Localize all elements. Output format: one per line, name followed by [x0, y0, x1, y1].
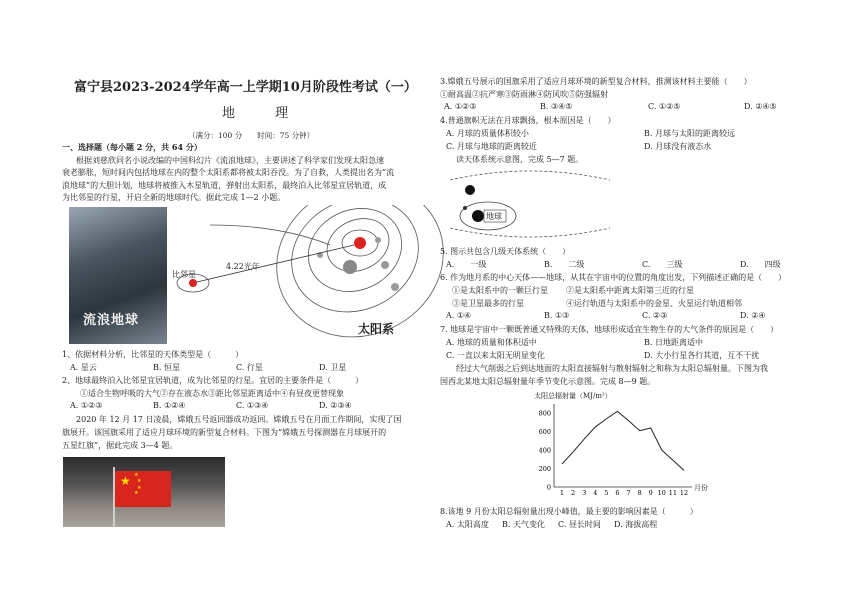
y-tick-label: 400 — [538, 446, 551, 455]
q4-stem: 4.普通旗帜无法在月球飘扬，根本原因是（ ） — [440, 116, 616, 125]
x-tick-label: 5 — [604, 489, 609, 497]
q7-option-a[interactable]: A. 地球的质量和体积适中 — [446, 338, 537, 347]
q5-option-a[interactable]: A. 一级 — [446, 260, 487, 269]
q7-option-c[interactable]: C. 一直以来太阳无明显变化 — [446, 351, 545, 360]
q6-item: ①是太阳系中的一颗巨行星 — [452, 286, 548, 295]
subject-title: 地 理 — [222, 106, 307, 121]
q7-option-d[interactable]: D. 大小行星各行其道，互不干扰 — [644, 351, 760, 360]
q2-option-d[interactable]: D. ②③④ — [319, 401, 352, 410]
solar-system-label: 太阳系 — [358, 322, 395, 336]
q6-item: ③是卫星最多的行星 — [452, 299, 524, 308]
celestial-system-diagram — [440, 166, 616, 238]
q4-option-c[interactable]: C. 月球与地球的距离较近 — [446, 142, 537, 151]
q6-item: ②是太阳系中距离太阳第三近的行星 — [566, 286, 694, 295]
intro-line: 根据刘慈欣同名小说改编的中国科幻片《流浪地球》，主要讲述了科学家们发现太阳急速 — [76, 156, 384, 165]
q6-option-a[interactable]: A. ①④ — [446, 311, 472, 320]
earth-label: 地球 — [486, 212, 502, 221]
q1-option-c[interactable]: C. 行星 — [236, 363, 263, 372]
x-tick-label: 7 — [626, 489, 631, 497]
q7-option-b[interactable]: B. 日地距离适中 — [644, 338, 703, 347]
q8-stem: 8.该地 9 月份太阳总辐射量出现小峰值，最主要的影响因素是（ ） — [440, 507, 698, 516]
x-tick-label: 10 — [657, 489, 666, 497]
q2-option-b[interactable]: B. ①②④ — [153, 401, 186, 410]
q2-line2: ①适合生物呼吸的大气②存在液态水③距比邻星距离适中④有昼夜更替现象 — [80, 389, 344, 398]
lunar-flag-photo — [63, 457, 225, 527]
chart-xlabel: 月份 — [694, 484, 708, 492]
q8-option-d[interactable]: D. 海拔高程 — [614, 520, 658, 529]
y-tick-label: 0 — [546, 483, 551, 492]
distance-label: 4.22光年 — [226, 262, 260, 271]
intro-line: 衰老膨胀，短时间内包括地球在内的整个太阳系都将被太阳吞没。为了自救，人类提出名为“流 — [62, 168, 395, 177]
q1-stem: 1、依据材料分析，比邻星的天体类型是（ ） — [62, 350, 244, 359]
q6-option-d[interactable]: D. ②④ — [740, 311, 766, 320]
q5-stem: 5. 图示共包含几级天体系统（ ） — [440, 247, 571, 256]
q3-option-a[interactable]: A. ①②③ — [444, 102, 477, 111]
material3: 读天体系统示意图，完成 5—7 题。 — [456, 155, 584, 164]
x-tick-label: 3 — [582, 489, 587, 497]
x-tick-label: 2 — [571, 489, 576, 497]
x-tick-label: 6 — [615, 489, 620, 497]
movie-poster-image — [69, 207, 167, 344]
q4-option-d[interactable]: D. 月球没有液态水 — [644, 142, 712, 151]
q3-line2: ①耐高温②抗严寒③防雨淋④防风吹⑤防强辐射 — [440, 90, 608, 99]
material2-line: 旗展开。该国旗采用了适应月球环境的新型复合材料。下图为“嫦娥五号探测器在月球展开的 — [62, 428, 387, 437]
x-tick-label: 1 — [559, 489, 565, 497]
exam-meta: （满分：100 分 时间：75 分钟） — [188, 131, 315, 140]
solar-system-diagram — [170, 205, 445, 350]
q4-option-b[interactable]: B. 月球与太阳的距离较远 — [644, 129, 735, 138]
x-tick-label: 4 — [593, 489, 598, 497]
chart-ylabel: 太阳总辐射量（MJ/m²） — [534, 392, 612, 400]
q5-option-d[interactable]: D. 四级 — [740, 260, 781, 269]
y-tick-label: 800 — [538, 409, 551, 418]
x-tick-label: 12 — [679, 489, 689, 497]
q6-stem: 6. 作为地月系的中心天体——地球，从其在宇宙中的位置的角度出发，下列描述正确的是（ ） — [440, 273, 787, 282]
q1-option-a[interactable]: A. 星云 — [70, 363, 97, 372]
q1-option-b[interactable]: B. 恒星 — [153, 363, 180, 372]
y-tick-label: 200 — [538, 465, 551, 474]
q6-option-c[interactable]: C. ②③ — [642, 311, 668, 320]
q3-option-c[interactable]: C. ①②⑤ — [648, 102, 681, 111]
q8-option-a[interactable]: A. 太阳高度 — [446, 520, 489, 529]
q6-option-b[interactable]: B. ①③ — [544, 311, 570, 320]
q1-option-d[interactable]: D. 卫星 — [319, 363, 347, 372]
q3-stem: 3.嫦娥五号展示的国旗采用了适应月球环境的新型复合材料，推测该材料主要能（ ） — [440, 77, 752, 86]
q5-option-c[interactable]: C. 三级 — [642, 260, 683, 269]
radiation-series-line — [562, 411, 684, 470]
q8-option-c[interactable]: C. 昼长时间 — [558, 520, 601, 529]
intro-line: 浪地球”的大胆计划，地球将被推入木星轨道，弹射出太阳系，最终泊入比邻星宜居轨道，成 — [62, 181, 387, 190]
poster-title: 流浪地球 — [83, 313, 140, 328]
q2-stem: 2、地球最终泊入比邻星宜居轨道，成为比邻星的行星。宜居的主要条件是（ ） — [62, 376, 364, 385]
q3-option-d[interactable]: D. ②④⑤ — [744, 102, 777, 111]
q2-option-a[interactable]: A. ①②③ — [70, 401, 103, 410]
q7-stem: 7. 地球是宇宙中一颗既普通又特殊的天体，地球形成适宜生物生存的大气条件的原因是（ ） — [440, 325, 779, 334]
material2-line: 2020 年 12 月 17 日凌晨，嫦娥五号返回器成功返回。嫦娥五号在月面工作期间，实现了国 — [76, 415, 402, 424]
section-heading: 一、选择题（每小题 2 分，共 64 分） — [62, 142, 202, 152]
proxima-label: 比邻星 — [172, 270, 196, 279]
material4-line: 经过大气削弱之后到达地面的太阳直接辐射与散射辐射之和称为太阳总辐射量。下图为我 — [456, 364, 768, 373]
x-tick-label: 8 — [637, 489, 642, 497]
y-tick-label: 600 — [538, 428, 551, 437]
x-tick-label: 9 — [648, 489, 653, 497]
x-tick-label: 11 — [668, 489, 678, 497]
intro-line: 为比邻星的行星，开启全新的地球时代。据此完成 1—2 小题。 — [62, 193, 286, 202]
q5-option-b[interactable]: B. 二级 — [544, 260, 585, 269]
material2-line: 五星红旗”，据此完成 3—4 题。 — [62, 441, 178, 450]
q6-item: ④运行轨道与太阳系中的金星、火星运行轨道相邻 — [566, 299, 742, 308]
q8-option-b[interactable]: B. 天气变化 — [502, 520, 545, 529]
q4-option-a[interactable]: A. 月球的质量体积较小 — [446, 129, 529, 138]
material4-line: 国西北某地太阳总辐射量年季节变化示意图。完成 8—9 题。 — [440, 377, 656, 386]
exam-title: 富宁县2023-2024学年高一上学期10月阶段性考试（一） — [74, 80, 417, 95]
radiation-line-chart — [520, 390, 720, 502]
china-flag-icon: ★ ★ ★ ★ ★ — [115, 471, 171, 507]
q3-option-b[interactable]: B. ③④⑤ — [540, 102, 573, 111]
q2-option-c[interactable]: C. ①③④ — [236, 401, 269, 410]
